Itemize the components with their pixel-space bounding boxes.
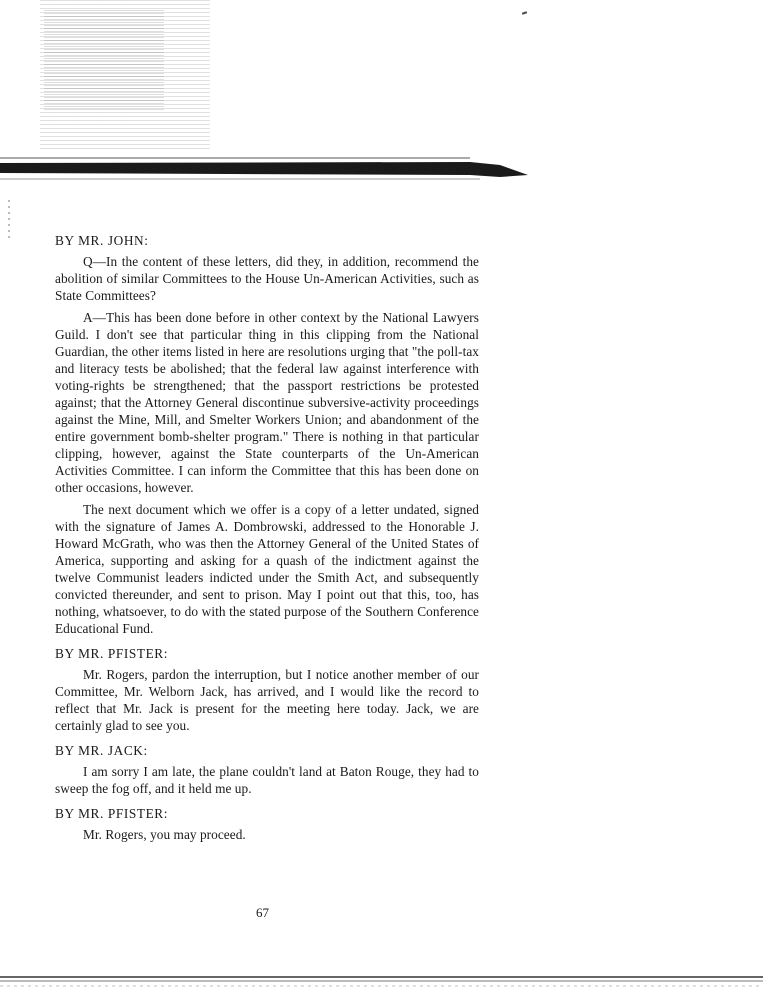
statement-paragraph: Mr. Rogers, you may proceed. (83, 827, 246, 842)
footer-rule (0, 974, 763, 990)
answer-paragraph: A—This has been done before in other context by the National Lawyers Guild. I don't see that particular thing in this clipping from the National Guardian, the other items listed in here are resolutions urging that "the poll-tax and literacy tests be abolished; that the federal law against interference with voting-rights be strengthened; that the passport restrictions be protested against; that the Attorney General discontinue subversive-activity proceedings against the Mine, Mill, and Smelter Workers Union; and abandonment of the entire government bomb-shelter program." There is nothing in that particular clipping, however, against the State counterparts of the Un-American Activities Committee. I can inform the Committee that this has been done on other occasions, however. (55, 310, 479, 495)
bleed-through-artifact-dense (44, 10, 164, 110)
speaker-heading: BY MR. PFISTER: (55, 646, 169, 661)
speaker-heading: BY MR. JOHN: (55, 233, 149, 248)
statement-paragraph: Mr. Rogers, pardon the interruption, but I notice another member of our Committee, Mr. Welborn Jack, has arrived, and I would like the record to reflect that Mr. Jack is present for the meeting here today. Jack, we are certainly glad to see you. (55, 667, 479, 733)
speaker-heading: BY MR. PFISTER: (55, 806, 169, 821)
speaker-heading: BY MR. JACK: (55, 743, 148, 758)
transcript-body (55, 232, 479, 848)
page-number: 67 (256, 905, 269, 920)
statement-paragraph: I am sorry I am late, the plane couldn't land at Baton Rouge, they had to sweep the fog off, and it held me up. (55, 764, 479, 796)
margin-scan-marks (8, 200, 10, 240)
document-paragraph: The next document which we offer is a copy of a letter undated, signed with the signature of James A. Dombrowski, addressed to the Honorable J. Howard McGrath, who was then the Attorney General of the United States of America, supporting and asking for a quash of the indictment against the twelve Communist leaders indicted under the Smith Act, and subsequently convicted thereunder, and sent to prison. May I point out that this, too, has nothing, whatsoever, to do with the stated purpose of the Southern Conference Educational Fund. (55, 502, 479, 636)
question-paragraph: Q—In the content of these letters, did they, in addition, recommend the abolition of similar Committees to the House Un-American Activities, such as State Committees? (55, 254, 479, 303)
header-rule (0, 153, 530, 183)
scan-speck (522, 11, 527, 15)
